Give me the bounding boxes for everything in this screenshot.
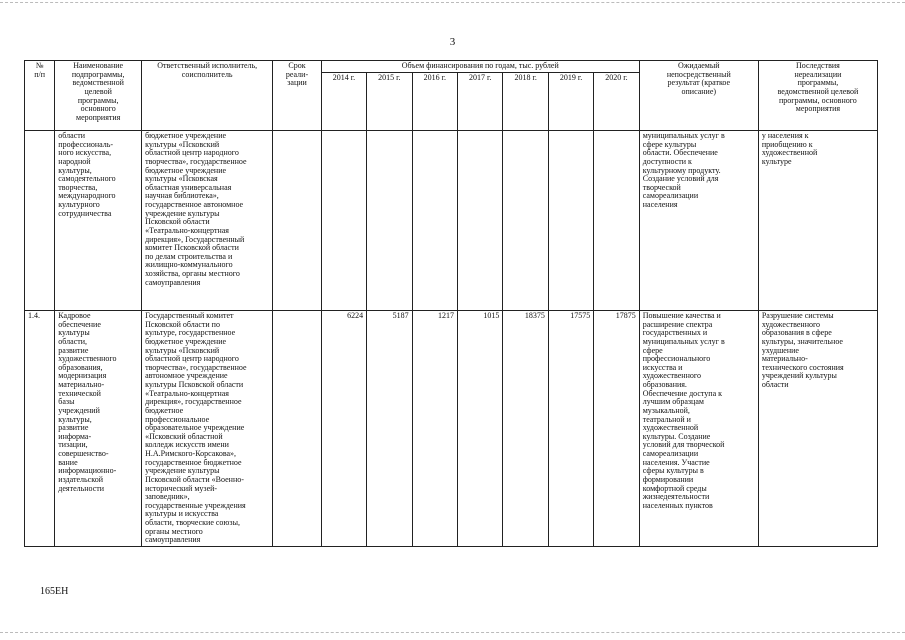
row-value-2017	[458, 131, 503, 311]
scan-edge-top	[0, 2, 905, 3]
header-name: Наименование подпрограммы, ведомственной целевой программы, основного мероприятия	[55, 61, 142, 131]
row-consequences: Разрушение системы художественного образования в сфере культуры, значительное ухудшение материально- технического состояния учреждений культуры области	[758, 311, 877, 547]
footer-code: 165ЕН	[40, 586, 69, 597]
row-value-2016	[412, 131, 457, 311]
header-year: 2016 г.	[412, 73, 457, 131]
row-value-2019: 17575	[548, 311, 593, 547]
row-value-2020	[594, 131, 639, 311]
header-year: 2014 г.	[321, 73, 366, 131]
row-value-2014: 6224	[321, 311, 366, 547]
header-expected: Ожидаемый непосредственный результат (краткое описание)	[639, 61, 758, 131]
row-num	[25, 131, 55, 311]
row-value-2016: 1217	[412, 311, 457, 547]
table-row	[25, 131, 878, 311]
header-consequences: Последствия нереализации программы, ведомственной целевой программы, основного мероприятия	[758, 61, 877, 131]
row-term	[273, 311, 321, 547]
row-term	[273, 131, 321, 311]
row-name: Кадровое обеспечение культуры области, развитие художественного образования, модернизация материально- технической базы учреждений культуры, развитие информа- тизации, совершенство- вание информационно- издательской деятельности	[55, 311, 142, 547]
table-row	[25, 311, 878, 547]
header-year: 2018 г.	[503, 73, 548, 131]
row-expected: муниципальных услуг в сфере культуры области. Обеспечение доступности к культурному продукту. Создание условий для творческой самореализации населения	[639, 131, 758, 311]
row-value-2018	[503, 131, 548, 311]
header-year: 2019 г.	[548, 73, 593, 131]
header-year: 2015 г.	[367, 73, 412, 131]
header-num: № п/п	[25, 61, 55, 131]
header-term: Срок реали- зации	[273, 61, 321, 131]
row-value-2015	[367, 131, 412, 311]
row-value-2017: 1015	[458, 311, 503, 547]
row-value-2019	[548, 131, 593, 311]
row-expected: Повышение качества и расширение спектра государственных и муниципальных услуг в сфере профессионального искусства и художественного образования. Обеспечение доступа к лучшим образцам музыкальной, театральной и художественной культуры. Создание условий для творческой самореализации населения. Участие сферы культуры в формировании комфортной среды жизнедеятельности населенных пунктов	[639, 311, 758, 547]
row-value-2018: 18375	[503, 311, 548, 547]
row-num: 1.4.	[25, 311, 55, 547]
row-value-2015: 5187	[367, 311, 412, 547]
scan-edge-bottom	[0, 632, 905, 633]
header-year: 2020 г.	[594, 73, 639, 131]
page-number: 3	[449, 36, 456, 48]
header-year: 2017 г.	[458, 73, 503, 131]
header-funding: Объем финансирования по годам, тыс. рублей	[321, 61, 639, 73]
row-name: области профессиональ- ного искусства, народной культуры, самодеятельного творчества, международного культурного сотрудничества	[55, 131, 142, 311]
row-value-2020: 17875	[594, 311, 639, 547]
header-executor: Ответственный исполнитель, соисполнитель	[142, 61, 273, 131]
row-consequences: у населения к приобщению к художественной культуре	[758, 131, 877, 311]
program-table	[24, 60, 878, 547]
row-executor: Государственный комитет Псковской области по культуре, государственное бюджетное учреждение культуры «Псковский областной центр народного творчества», государственное автономное учреждение культуры Псковской области «Театрально-концертная дирекция», государственное бюджетное профессиональное образовательное учреждение «Псковский областной колледж искусств имени Н.А.Римского-Корсакова», государственное бюджетное учреждение культуры Псковской области «Военно- исторический музей- заповедник», государственные учреждения культуры и искусства области, творческие союзы, органы местного самоуправления	[142, 311, 273, 547]
row-value-2014	[321, 131, 366, 311]
row-executor: бюджетное учреждение культуры «Псковский областной центр народного творчества», государственное бюджетное учреждение культуры «Псковская областная универсальная научная библиотека», государственное автономное учреждение культуры Псковской области «Театрально-концертная дирекция», Государственный комитет Псковской области по делам строительства и жилищно-коммунального хозяйства, органы местного самоуправления	[142, 131, 273, 311]
